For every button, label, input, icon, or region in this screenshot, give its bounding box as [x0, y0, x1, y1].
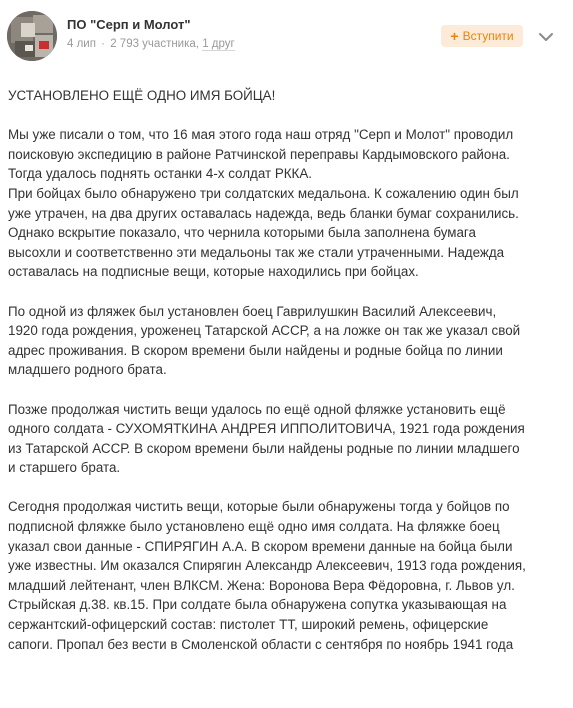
post-paragraph: [8, 125, 568, 282]
join-button-label: Вступити: [462, 29, 514, 43]
post-title: УСТАНОВЛЕНО ЕЩЁ ОДНО ИМЯ БОЙЦА!: [8, 88, 276, 103]
post-line: Стрыйская д.38. кв.15. При солдате была обнаружена сопутка указывающая на: [8, 597, 507, 613]
post-line: младший лейтенант, член ВЛКСМ. Жена: Воронова Вера Фёдоровна, г. Львов ул.: [8, 577, 515, 593]
group-name[interactable]: ПО "Серп и Молот": [67, 17, 191, 32]
post-line: уже известны. Им оказался Спирягин Александр Алексеевич, 1913 года рождения,: [8, 558, 526, 574]
post-line: Позже продолжая чистить вещи удалось по ещё одной фляжке установить ещё: [8, 401, 506, 417]
post-paragraph: [8, 302, 568, 380]
post-line: Сегодня продолжая чистить вещи, которые были обнаружены тогда у бойцов по: [8, 499, 510, 515]
post-line: Мы уже писали о том, что 16 мая этого года наш отряд "Серп и Молот" проводил: [8, 127, 514, 143]
join-button[interactable]: [441, 25, 523, 47]
post-line: оставалась на подписные вещи, которые находились при бойцах.: [8, 264, 419, 280]
post-date: 4 лип: [67, 38, 96, 50]
post-line: сержантский-офицерский состав: пистолет ТТ, широкий ремень, офицерские: [8, 617, 489, 633]
post-line: и старшего брата.: [8, 460, 121, 476]
post-line: высохли и соответственно эти медальоны так же стали утраченными. Надежда: [8, 244, 505, 260]
post-line: одного солдата - СУХОМЯТКИНА АНДРЕЯ ИППОЛИТОВИЧА, 1921 года рождения: [8, 421, 525, 437]
meta-separator: ·: [101, 38, 105, 50]
post-line: младшего родного брата.: [8, 362, 167, 378]
friends-link[interactable]: 1 друг: [202, 38, 235, 50]
post-line: указал свои данные - СПИРЯГИН А.А. В скором времени данные на бойца были: [8, 538, 513, 554]
post-paragraph: [8, 400, 568, 478]
member-count: 2 793 участника,: [110, 38, 199, 50]
post-meta: [67, 38, 235, 50]
post-line: уже утрачен, на два других оставалась надежда, ведь бланки бумаг сохранились.: [8, 205, 519, 221]
plus-icon: +: [450, 28, 459, 44]
post-body: [8, 86, 568, 674]
chevron-down-icon[interactable]: [538, 30, 554, 42]
post-header: [0, 0, 573, 72]
post-line: Однако вскрытие показало, что чернила которыми была заполнена бумага: [8, 225, 476, 241]
post-line: адрес проживания. В скором времени были найдены и родные бойца по линии: [8, 342, 503, 358]
post-paragraph: [8, 497, 568, 654]
post-line: из Татарской АССР. В скором времени были найдены родные по линии младшего: [8, 440, 520, 456]
group-avatar-image: [7, 11, 57, 61]
post-line: Тогда удалось поднять останки 4-х солдат РККА.: [8, 166, 313, 182]
post-line: подписной фляжке было установлено ещё одно имя солдата. На фляжке боец: [8, 519, 500, 535]
post-line: поисковую экспедицию в районе Ратчинской переправы Кардымовского района.: [8, 146, 510, 162]
post-line: По одной из фляжек был установлен боец Гаврилушкин Василий Алексеевич,: [8, 303, 497, 319]
post-line: 1920 года рождения, уроженец Татарской АССР, а на ложке он так же указал свой: [8, 323, 521, 339]
post-line: сапоги. Пропал без вести в Смоленской области с сентября по ноябрь 1941 года: [8, 636, 514, 652]
group-avatar[interactable]: [7, 11, 57, 61]
post-line: При бойцах было обнаружено три солдатских медальона. К сожалению один был: [8, 185, 519, 201]
